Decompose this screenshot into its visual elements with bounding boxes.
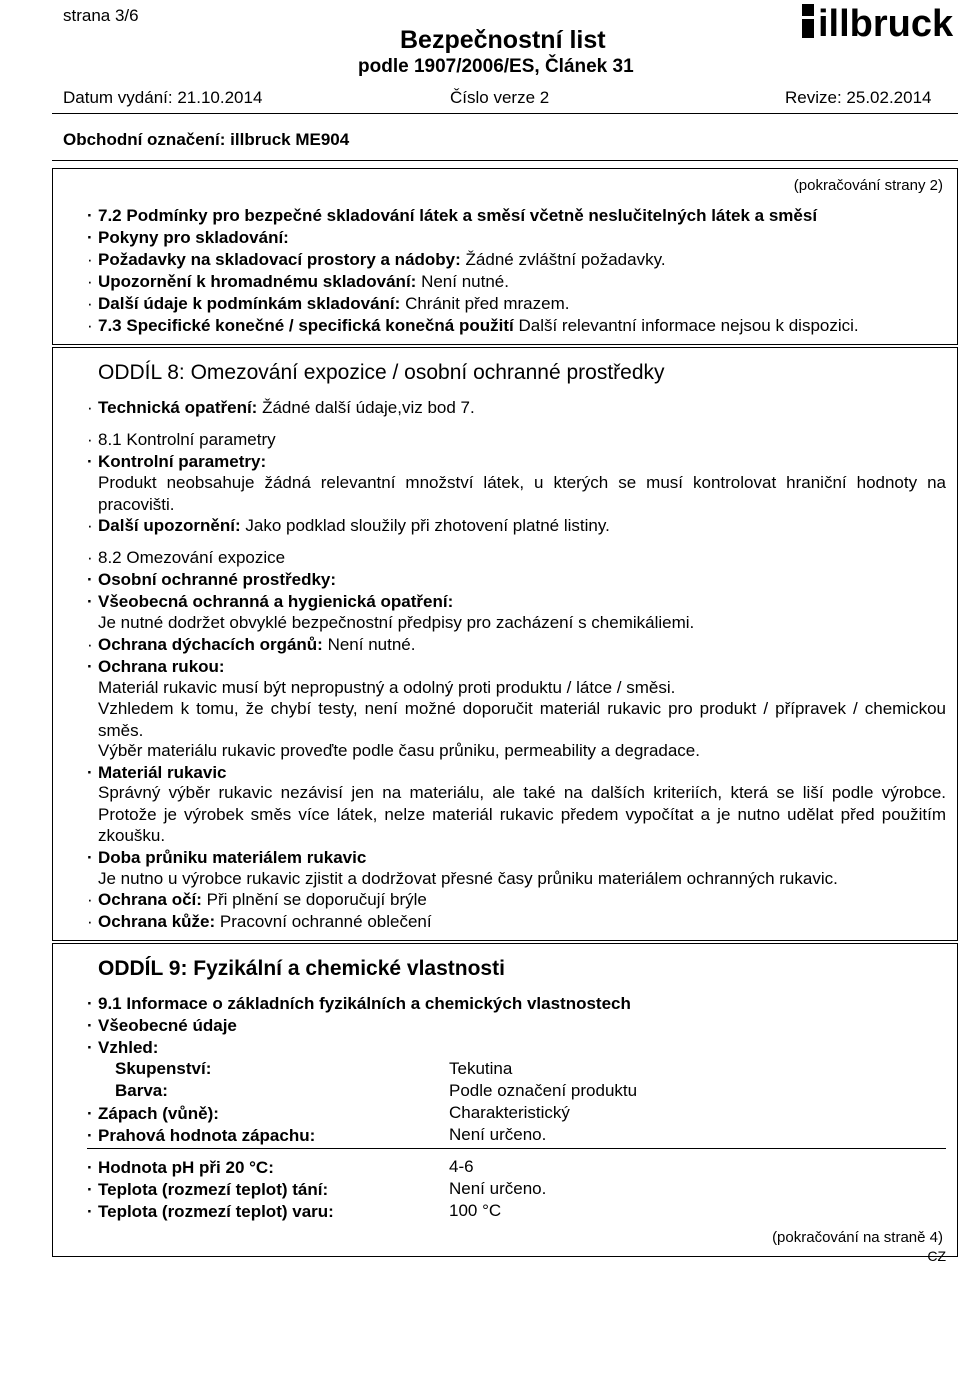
odour-label: · Zápach (vůně):	[87, 1104, 219, 1123]
further-storage: · Další údaje k podmínkám skladování: Chránit před mrazem.	[87, 294, 570, 313]
storage-instructions: · Pokyny pro skladování:	[87, 228, 289, 247]
boiling-point-value: 100 °C	[449, 1201, 502, 1220]
document-title: Bezpečnostní list	[400, 26, 606, 54]
bulk-storage: · Upozornění k hromadnému skladování: Není nutné.	[87, 272, 509, 291]
heading-8-1: · 8.1 Kontrolní parametry	[87, 430, 276, 449]
heading-7-2: · 7.2 Podmínky pro bezpečné skladování látek a směsí včetně neslučitelných látek a směsí	[87, 206, 818, 225]
table-divider	[87, 1148, 946, 1149]
color-label: Barva:	[115, 1081, 168, 1100]
hygiene-text: Je nutné dodržet obvyklé bezpečnostní předpisy pro zacházení s chemikáliemi.	[98, 613, 695, 632]
odour-threshold-label: · Prahová hodnota zápachu:	[87, 1126, 316, 1145]
glove-material-label: · Materiál rukavic	[87, 763, 227, 782]
ppe-label: · Osobní ochranné prostředky:	[87, 570, 337, 589]
heading-8-2: · 8.2 Omezování expozice	[87, 548, 286, 567]
melting-point-value: Není určeno.	[449, 1179, 547, 1198]
control-parameters-label: · Kontrolní parametry:	[87, 452, 267, 471]
header-divider	[52, 113, 958, 114]
logo-text: illbruck	[818, 3, 954, 39]
section-9-title: ODDÍL 9: Fyzikální a chemické vlastnosti	[98, 957, 505, 980]
control-parameters-text: Produkt neobsahuje žádná relevantní množství látek, u kterých se musí kontrolovat hraniční hodnoty na pracovišti.	[98, 473, 946, 514]
section-8-title: ODDÍL 8: Omezování expozice / osobní ochranné prostředky	[98, 361, 665, 384]
document-subtitle: podle 1907/2006/ES, Článek 31	[358, 56, 634, 77]
revision-date: Revize: 25.02.2014	[785, 88, 932, 107]
boiling-point-label: · Teplota (rozmezí teplot) varu:	[87, 1202, 334, 1221]
hygiene-label: · Všeobecná ochranná a hygienická opatření:	[87, 592, 454, 611]
issue-date: Datum vydání: 21.10.2014	[63, 88, 263, 107]
eye-protection: · Ochrana očí: Při plnění se doporučují brýle	[87, 890, 427, 909]
penetration-time-text: Je nutno u výrobce rukavic zjistit a dodržovat přesné časy průniku materiálem ochranných rukavic.	[98, 869, 838, 888]
heading-9-1: · 9.1 Informace o základních fyzikálních a chemických vlastnostech	[87, 994, 631, 1013]
odour-value: Charakteristický	[449, 1103, 570, 1122]
ph-value: 4-6	[449, 1157, 474, 1176]
hand-text-2: Vzhledem k tomu, že chybí testy, není možné doporučit materiál rukavic pro produkt / přípravek / chemickou směs.	[98, 699, 946, 740]
version-number: Číslo verze 2	[450, 88, 550, 107]
technical-measures: · Technická opatření: Žádné další údaje,viz bod 7.	[87, 398, 475, 417]
header-divider-bottom	[52, 160, 958, 161]
state-value: Tekutina	[449, 1059, 513, 1078]
language-code: CZ	[927, 1248, 946, 1264]
state-label: Skupenství:	[115, 1059, 212, 1078]
odour-threshold-value: Není určeno.	[449, 1125, 547, 1144]
respiratory-protection: · Ochrana dýchacích orgánů: Není nutné.	[87, 635, 416, 654]
color-value: Podle označení produktu	[449, 1081, 638, 1100]
further-notes: · Další upozornění: Jako podklad sloužily při zhotovení platné listiny.	[87, 516, 610, 535]
heading-7-3: · 7.3 Specifické konečné / specifická konečná použití Další relevantní informace nejsou k dispozici.	[87, 316, 859, 335]
ph-label: · Hodnota pH při 20 °C:	[87, 1158, 274, 1177]
hand-protection-label: · Ochrana rukou:	[87, 657, 225, 676]
glove-material-text: Správný výběr rukavic nezávisí jen na materiálu, ale také na dalších kriteriích, která se liší podle výrobce. Protože je výrobek směs více látek, nelze materiál rukavic předem vypočítat a je nutno udělat před použitím zkoušku.	[98, 783, 946, 845]
skin-protection: · Ochrana kůže: Pracovní ochranné oblečení	[87, 912, 432, 931]
hand-text-3: Výběr materiálu rukavic proveďte podle času průniku, permeability a degradace.	[98, 741, 700, 760]
appearance-label: · Vzhled:	[87, 1038, 159, 1057]
penetration-time-label: · Doba průniku materiálem rukavic	[87, 848, 367, 867]
storage-requirements: · Požadavky na skladovací prostory a nádoby: Žádné zvláštní požadavky.	[87, 250, 666, 269]
logo-mark-icon	[800, 3, 960, 39]
trade-name: Obchodní označení: illbruck ME904	[63, 130, 350, 149]
melting-point-label: · Teplota (rozmezí teplot) tání:	[87, 1180, 329, 1199]
continued-on: (pokračování na straně 4)	[772, 1229, 943, 1246]
illbruck-logo	[800, 3, 960, 39]
hand-text-1: Materiál rukavic musí být nepropustný a odolný proti produktu / látce / směsi.	[98, 678, 676, 697]
page-number: strana 3/6	[63, 6, 139, 25]
continued-from: (pokračování strany 2)	[793, 177, 943, 194]
general-info: · Všeobecné údaje	[87, 1016, 237, 1035]
